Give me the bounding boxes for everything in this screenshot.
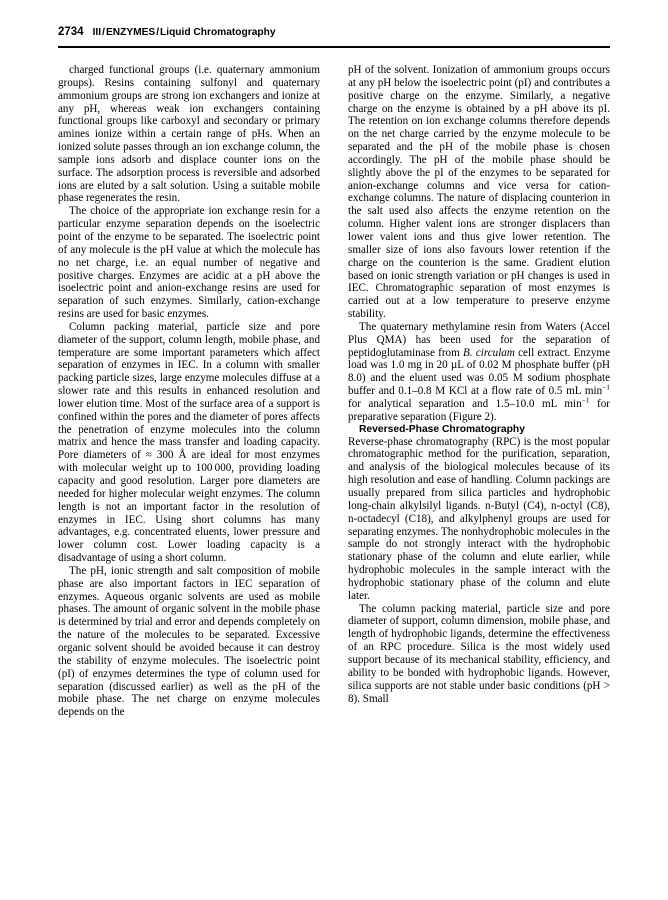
text-run: cell extract. Enzyme load was 1.0 mg in 20 µL of 0.02 M phosphate buffer (pH 8.0) and the eluent used was 0.05 M sodium phosphate buffer and 0.1–0.8 M KCl at a flow rate of 0.5 mL min xyxy=(348,346,610,398)
header-rule xyxy=(58,46,610,48)
section-heading: Reversed-Phase Chromatography xyxy=(359,423,525,435)
page-header xyxy=(58,26,610,38)
paragraph: Column packing material, particle size and pore diameter of the support, column length, mobile phase, and temperature are some important parameters which affect separation of enzymes in IEC. In a column with smaller packing particle sizes, large enzyme molecules diffuse at a slower rate and this results in enhanced resolution and lower elution time. Most of the surface area of a support is confined within the pores and the diameter of pores affects the penetration of enzyme molecules into the column matrix and hence the mass transfer and loading capacity. Pore diameters of ≈ 300 Å are ideal for most enzymes with molecular weight up to 100 000, providing loading capacity and good resolution. Larger pore diameters are needed for higher molecular weight enzymes. The column length is not an important factor in the resolution of enzymes in IEC. Using short columns has many advantages, e.g. concentrated eluents, lower pressure and lower column cost. Lower loading capacity is a disadvantage of using a short column. xyxy=(58,320,320,565)
breadcrumb-subtopic: Liquid Chromatography xyxy=(160,27,276,38)
text-run: for preparative separation ( xyxy=(348,397,610,423)
body-columns xyxy=(58,64,610,870)
paragraph: pH of the solvent. Ionization of ammonium groups occurs at any pH below the isoelectric point (pI) and contributes a positive charge on the enzyme. Similarly, a negative charge on the enzyme is obtained by a pH above its pI. The retention on ion exchange columns therefore depends on the net charge carried by the enzyme molecule to be separated and the pH of the mobile phase is chosen accordingly. The pH of the mobile phase should be slightly above the pI of the enzymes to be separated for anion-exchange columns and vice versa for cation-exchange columns. The nature of displacing counterion in the salt used also affects the enzyme retention on the column. Higher valent ions are stronger displacers than lower valent ions and thus give lower retention. The smaller size of ions also favours lower retention if the charge on the counterion is the same. Gradient elution based on ionic strength variation or pH changes is used in IEC. Chromatographic separation of most enzymes is carried out at a low temperature to preserve enzyme stability. xyxy=(348,64,610,321)
paragraph: The pH, ionic strength and salt composition of mobile phase are also important factors in IEC separation of enzymes. Aqueous organic solvents are used as mobile phases. The amount of organic solvent in the mobile phase is determined by trial and error and depends completely on the nature of the molecules to be separated. Excessive organic solvent should be avoided because it can destroy the stability of enzyme molecules. The isoelectric point (pI) of enzymes determines the type of column used for separation (discussed earlier) as well as the pH of the mobile phase. The net charge on enzyme molecules depends on the xyxy=(58,564,320,719)
left-column xyxy=(58,64,320,870)
superscript: −1 xyxy=(581,395,590,405)
breadcrumb-section: III xyxy=(92,27,102,38)
paragraph: Reverse-phase chromatography (RPC) is the most popular chromatographic method for the purification, separation, and analysis of the biological molecules because of its high resolution and ease of handling. Column packings are usually prepared from silica particles and hydrophobic long-chain alkylsilyl ligands. n-Butyl (C4), n-octyl (C8), n-octadecyl (C18), and alkylphenyl groups are used for separating enzymes. The nonhydrophobic molecules in the sample do not strongly interact with the hydrophobic stationary phase of the column and elute earlier, while hydrophobic molecules in the sample interact with the hydrophobic stationary phase of the column and elute later. xyxy=(348,435,610,602)
breadcrumb-separator-1: / xyxy=(102,27,105,38)
breadcrumb-topic: ENZYMES xyxy=(105,27,156,38)
right-column xyxy=(348,64,610,870)
breadcrumb xyxy=(93,27,276,38)
text-run: ). xyxy=(490,410,497,423)
paragraph: The column packing material, particle size and pore diameter of support, column dimension, mobile phase, and length of hydrophobic ligands, determine the effectiveness of an RPC procedure. Silica is the most widely used support because of its mechanical stability, efficiency, and ability to be bonded with hydrophobic ligands. However, silica supports are not stable under basic conditions (pH > 8). Small xyxy=(348,602,610,705)
organism-name: B. circulam xyxy=(463,346,515,359)
figure-reference: Figure 2 xyxy=(452,410,491,423)
text-run: for analytical separation and 1.5–10.0 mL min xyxy=(348,397,582,410)
page-number: 2734 xyxy=(58,26,84,38)
superscript: −1 xyxy=(602,382,610,392)
paragraph: The choice of the appropriate ion exchange resin for a particular enzyme separation depends on the isoelectric point of the enzyme to be separated. The isoelectric point of any molecule is the pH value at which the molecule has no net charge, i.e. an equal number of negative and positive charges. Enzymes are acidic at a pH above the isoelectric point and anion-exchange resins are used for separation of such enzymes. Similarly, cation-exchange resins are used for basic enzymes. xyxy=(58,205,320,321)
text-run: The quaternary methylamine resin from Waters (Accel Plus QMA) has been used for the separation of peptidoglutaminase from xyxy=(348,320,610,359)
breadcrumb-separator-2: / xyxy=(156,27,160,38)
paragraph-quaternary xyxy=(348,321,610,424)
paragraph: charged functional groups (i.e. quaternary ammonium groups). Resins containing sulfonyl and quaternary ammonium groups are strong ion exchangers and ionize at any pH, whereas weak ion exchangers containing functional groups like carboxyl and secondary or primary amines ionize within a certain range of pHs. When an ionized solute passes through an ion exchange column, the sample ions adsorb and displace counter ions on the surface. The adsorption process is reversible and adsorbed ions are eluted by a salt solution. Using a suitable mobile phase regenerates the resin. xyxy=(58,64,320,205)
